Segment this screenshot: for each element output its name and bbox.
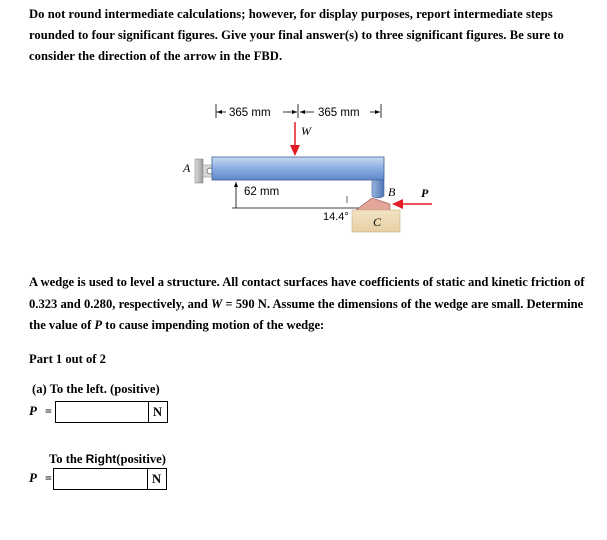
problem-text-2: = 590 N. Assume the dimensions of the wedge are small. Determine the value of bbox=[29, 296, 584, 332]
force-p-label: P bbox=[421, 186, 429, 200]
question-b-prefix: To the bbox=[49, 452, 86, 466]
answer-a-input[interactable] bbox=[56, 402, 148, 422]
question-b-label bbox=[49, 452, 166, 467]
answer-b-unit: N bbox=[152, 472, 162, 486]
problem-text-1: A wedge is used to level a structure. All contact surfaces have coefficients of static and kinetic friction of 0.323 and 0.280, respectively, and bbox=[29, 275, 585, 311]
w-symbol: W bbox=[211, 296, 223, 311]
height-dim-label: 62 mm bbox=[244, 186, 280, 198]
question-a-label: (a) To the left. (positive) bbox=[32, 382, 160, 396]
answer-b-input-box[interactable] bbox=[53, 468, 148, 490]
point-c-label: C bbox=[373, 215, 382, 229]
angle-label: 14.4° bbox=[323, 211, 349, 223]
dim-left-label: 365 mm bbox=[229, 107, 271, 119]
p-symbol: P bbox=[94, 318, 103, 332]
question-a-row bbox=[29, 402, 52, 420]
question-a-variable: P bbox=[29, 403, 37, 418]
support-a-label: A bbox=[183, 161, 191, 175]
part-indicator: Part 1 out of 2 bbox=[29, 352, 106, 366]
point-b-label: B bbox=[388, 185, 396, 199]
question-b-suffix: (positive) bbox=[116, 452, 166, 466]
beam bbox=[212, 157, 384, 180]
wedge bbox=[356, 198, 390, 210]
load-label: W bbox=[301, 124, 311, 138]
problem-statement bbox=[29, 272, 589, 337]
load-arrowhead bbox=[290, 145, 300, 156]
question-a-equals: = bbox=[44, 404, 52, 418]
answer-a-unit: N bbox=[153, 405, 163, 419]
answer-b-input[interactable] bbox=[54, 469, 147, 489]
dim-right-label: 365 mm bbox=[318, 107, 360, 119]
problem-text-3: to cause impending motion of the wedge: bbox=[102, 318, 325, 332]
post-b bbox=[372, 180, 384, 198]
answer-b-unit-box bbox=[148, 468, 167, 490]
question-b-row bbox=[29, 469, 52, 487]
answer-a-unit-box bbox=[149, 401, 168, 423]
answer-a-input-box[interactable] bbox=[55, 401, 149, 423]
question-b-equals: = bbox=[44, 471, 52, 485]
question-b-direction: Right bbox=[85, 452, 117, 466]
force-p-arrowhead bbox=[392, 199, 403, 209]
instructions-text: Do not round intermediate calculations; however, for display purposes, report intermediate steps rounded to four significant figures. Give your final answer(s) to three significant figures. Be sure to consider the direction of the arrow in the FBD. bbox=[29, 7, 564, 63]
question-b-variable: P bbox=[29, 470, 37, 485]
